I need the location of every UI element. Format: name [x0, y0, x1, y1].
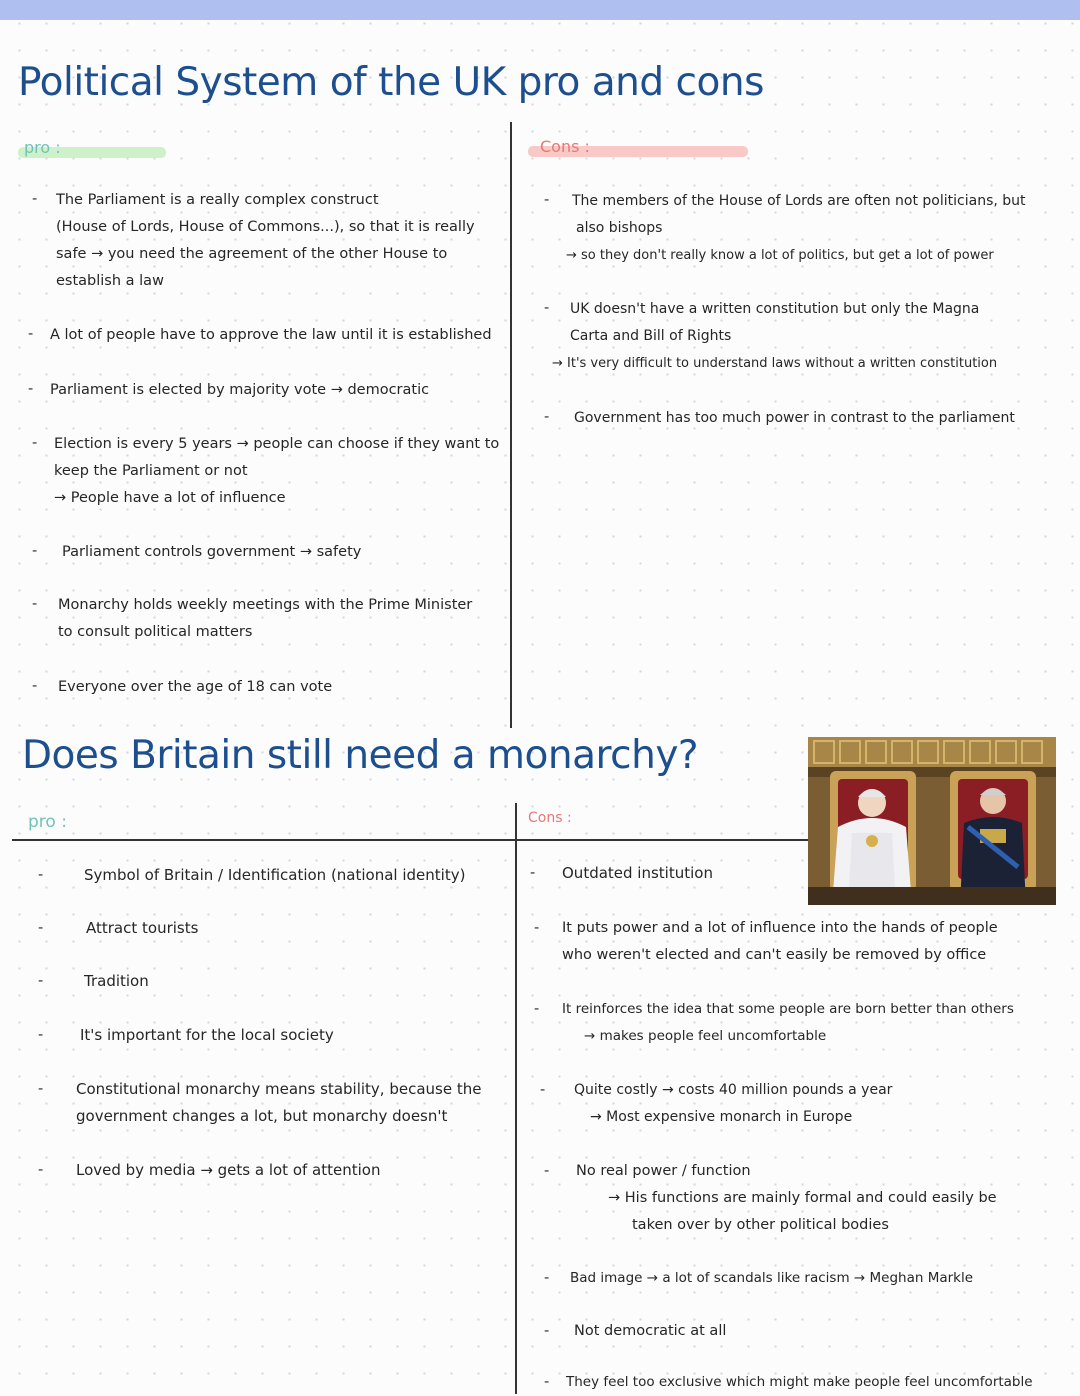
- con-item-line: → so they don't really know a lot of politics, but get a lot of power: [566, 248, 994, 263]
- bullet-dash: -: [530, 865, 536, 881]
- bullet-dash: -: [38, 867, 44, 883]
- cons-header: Cons :: [540, 137, 590, 156]
- pro-item-line: to consult political matters: [58, 624, 253, 640]
- con-item-line: → It's very difficult to understand laws without a written constitution: [552, 356, 998, 371]
- section-divider: [12, 839, 808, 841]
- bullet-dash: -: [534, 920, 540, 936]
- pro-item-line: Monarchy holds weekly meetings with the Prime Minister: [58, 597, 473, 613]
- bullet-dash: -: [38, 1162, 44, 1178]
- con-item: [552, 296, 998, 377]
- pro-item-line: keep the Parliament or not: [54, 463, 248, 479]
- con-item-line: They feel too exclusive which might make people feel uncomfortable: [566, 1374, 1033, 1390]
- con-item: [576, 1158, 997, 1239]
- bullet-dash: -: [544, 300, 550, 316]
- section-title: Does Britain still need a monarchy?: [22, 733, 699, 778]
- cons-header: Cons :: [528, 810, 572, 826]
- bullet-dash: -: [38, 920, 44, 936]
- pro-item: [80, 1022, 334, 1049]
- con-item: [562, 915, 998, 969]
- con-item-line: Carta and Bill of Rights: [570, 328, 732, 344]
- bullet-dash: -: [534, 1001, 540, 1017]
- bullet-dash: -: [32, 435, 38, 451]
- pro-item-line: Tradition: [84, 972, 149, 990]
- con-item-line: Bad image → a lot of scandals like racism → Meghan Markle: [570, 1270, 974, 1286]
- bullet-dash: -: [38, 973, 44, 989]
- con-item: [562, 996, 1014, 1050]
- pro-item-line: It's important for the local society: [80, 1026, 334, 1044]
- con-item-line: who weren't elected and can't easily be removed by office: [562, 947, 987, 963]
- bullet-dash: -: [32, 543, 38, 559]
- top-color-bar: [0, 0, 1080, 20]
- bullet-dash: -: [544, 1163, 550, 1179]
- pro-item: [84, 862, 465, 889]
- pro-item: [84, 968, 149, 995]
- pro-header: pro :: [24, 138, 61, 157]
- pro-item: [58, 674, 332, 701]
- pro-item-line: safe → you need the agreement of the other House to: [56, 246, 448, 262]
- con-item-line: It puts power and a lot of influence into the hands of people: [562, 920, 998, 936]
- pro-item-line: Attract tourists: [86, 919, 199, 937]
- pro-item: [50, 322, 492, 349]
- bullet-dash: -: [28, 381, 34, 397]
- con-item: [570, 1265, 973, 1292]
- pro-item-line: A lot of people have to approve the law until it is established: [50, 327, 492, 343]
- con-item-line: Government has too much power in contrast to the parliament: [574, 410, 1015, 426]
- pro-item: [54, 431, 499, 512]
- pro-item-line: Parliament controls government → safety: [62, 544, 362, 560]
- bullet-dash: -: [32, 596, 38, 612]
- bullet-dash: -: [544, 1323, 550, 1339]
- monarchy-photo: [808, 737, 1056, 905]
- con-item-line: It reinforces the idea that some people are born better than others: [562, 1001, 1014, 1017]
- con-item: [574, 405, 1015, 432]
- con-item: [574, 1077, 892, 1131]
- con-item-line: taken over by other political bodies: [632, 1217, 889, 1233]
- bullet-dash: -: [38, 1027, 44, 1043]
- pro-item-line: Parliament is elected by majority vote → democratic: [50, 382, 430, 398]
- con-item: [566, 188, 1026, 269]
- pro-item-line: Loved by media → gets a lot of attention: [76, 1161, 381, 1179]
- con-item-line: → Most expensive monarch in Europe: [590, 1109, 853, 1125]
- page-title: Political System of the UK pro and cons: [18, 60, 764, 105]
- con-item-line: Outdated institution: [562, 864, 713, 882]
- con-item-line: The members of the House of Lords are often not politicians, but: [572, 193, 1026, 209]
- bullet-dash: -: [32, 678, 38, 694]
- bullet-dash: -: [544, 409, 550, 425]
- con-item-line: → makes people feel uncomfortable: [584, 1028, 827, 1044]
- pro-item-line: (House of Lords, House of Commons...), so that it is really: [56, 219, 475, 235]
- bullet-dash: -: [32, 191, 38, 207]
- con-item-line: Not democratic at all: [574, 1323, 727, 1339]
- pro-item-line: Election is every 5 years → people can choose if they want to: [54, 436, 500, 452]
- pro-item: [86, 915, 198, 942]
- column-divider: [510, 122, 512, 728]
- con-item-line: also bishops: [576, 220, 663, 236]
- bullet-dash: -: [28, 326, 34, 342]
- con-item: [566, 1369, 1033, 1396]
- con-item-line: No real power / function: [576, 1163, 751, 1179]
- pro-item: [56, 187, 475, 295]
- con-item-line: UK doesn't have a written constitution but only the Magna: [570, 301, 980, 317]
- pro-item-line: establish a law: [56, 273, 164, 289]
- bullet-dash: -: [544, 1270, 550, 1286]
- con-item-line: Quite costly → costs 40 million pounds a year: [574, 1082, 893, 1098]
- pro-item-line: Constitutional monarchy means stability, because the: [76, 1080, 482, 1098]
- con-item: [574, 1318, 726, 1345]
- con-item: [562, 860, 713, 887]
- pro-item: [62, 539, 361, 566]
- pro-item-line: Everyone over the age of 18 can vote: [58, 679, 333, 695]
- bullet-dash: -: [544, 192, 550, 208]
- con-item-line: → His functions are mainly formal and could easily be: [608, 1190, 997, 1206]
- pro-item: [76, 1157, 380, 1184]
- bullet-dash: -: [540, 1082, 546, 1098]
- pro-item-line: → People have a lot of influence: [54, 490, 286, 506]
- pro-item: [76, 1076, 481, 1130]
- pro-item: [50, 377, 429, 404]
- pro-item: [58, 592, 472, 646]
- bullet-dash: -: [544, 1374, 550, 1390]
- pro-item-line: Symbol of Britain / Identification (national identity): [84, 866, 466, 884]
- pro-item-line: government changes a lot, but monarchy doesn't: [76, 1107, 448, 1125]
- pro-header: pro :: [28, 812, 67, 832]
- pro-item-line: The Parliament is a really complex construct: [56, 192, 379, 208]
- column-divider: [515, 803, 517, 1394]
- bullet-dash: -: [38, 1081, 44, 1097]
